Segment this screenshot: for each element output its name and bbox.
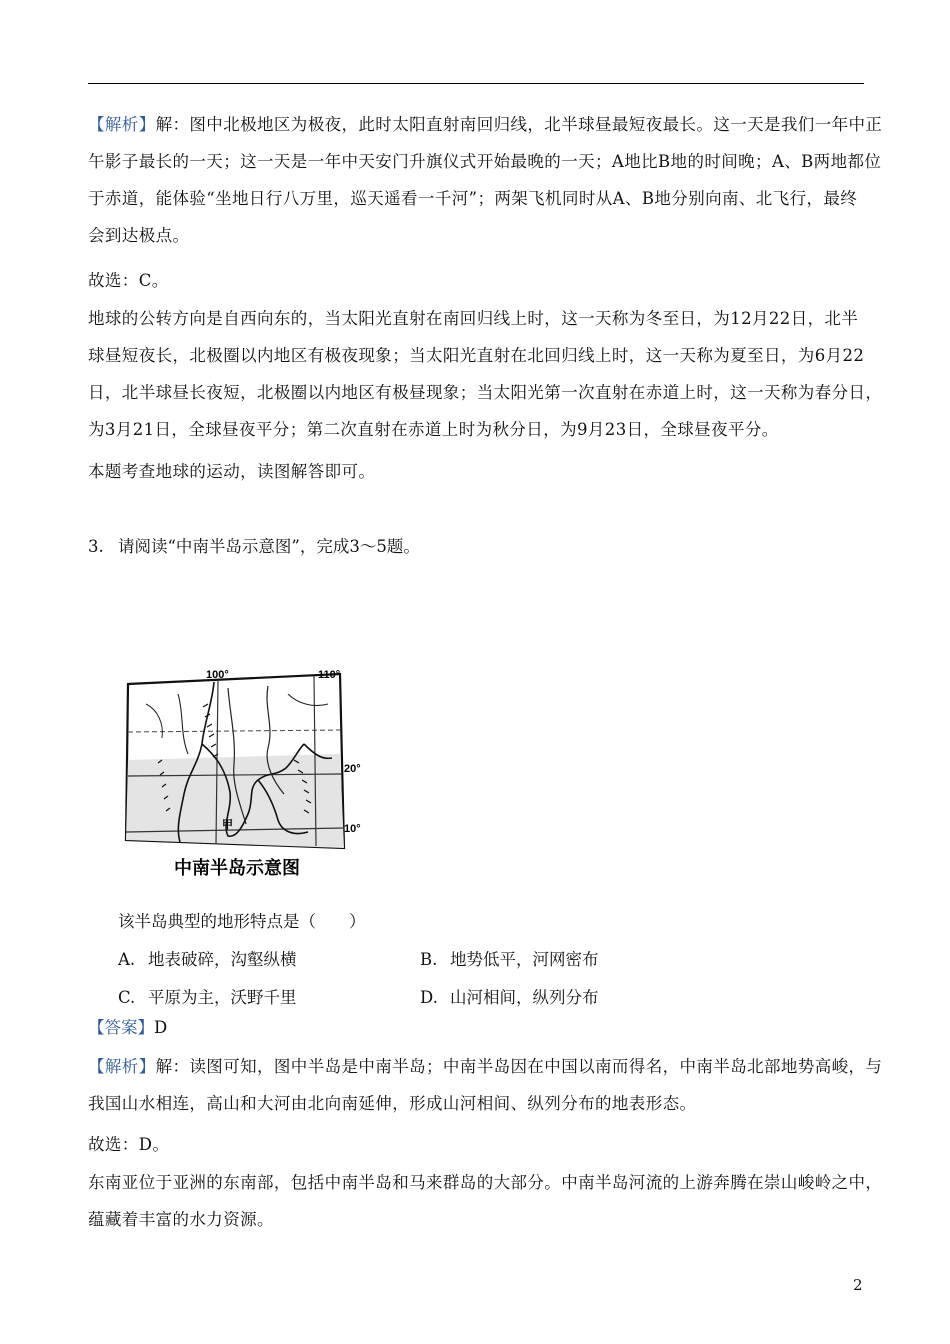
option-letter: A. bbox=[118, 950, 136, 969]
text-line: 地球的公转方向是自西向东的，当太阳光直射在南回归线上时，这一天称为冬至日，为12月22日，北半 bbox=[88, 309, 859, 328]
option-letter: C. bbox=[118, 988, 136, 1007]
option-text: 山河相间，纵列分布 bbox=[450, 988, 599, 1007]
option-b[interactable] bbox=[420, 948, 599, 972]
page-number: 2 bbox=[853, 1276, 863, 1294]
summary-line-1: 本题考查地球的运动，读图解答即可。 bbox=[88, 462, 376, 481]
text-line: 会到达极点。 bbox=[88, 226, 190, 245]
latitude-label-10: 10° bbox=[344, 823, 361, 835]
option-text: 地表破碎，沟壑纵横 bbox=[148, 950, 297, 969]
text-line: 为3月21日，全球昼夜平分；第二次直射在赤道上时为秋分日，为9月23日，全球昼夜平分。 bbox=[88, 420, 779, 439]
map-marker-jia: 甲 bbox=[222, 818, 233, 831]
text-line: 日，北半球昼长夜短，北极圈以内地区有极昼现象；当太阳光第一次直射在赤道上时，这一天称为春分日， bbox=[88, 383, 883, 402]
choice-line-1: 故选：C。 bbox=[88, 271, 169, 290]
text-line: 蕴藏着丰富的水力资源。 bbox=[88, 1210, 274, 1229]
option-a[interactable] bbox=[118, 948, 297, 972]
option-letter: D. bbox=[420, 988, 438, 1007]
analysis-tag: 【解析】 bbox=[88, 1057, 156, 1076]
indochina-map-figure bbox=[118, 664, 376, 900]
explanation-paragraph-2 bbox=[88, 1164, 883, 1238]
option-c[interactable] bbox=[118, 986, 297, 1010]
explanation-paragraph-1 bbox=[88, 300, 883, 448]
option-letter: B. bbox=[420, 950, 438, 969]
question-stem: 该半岛典型的地形特点是（ ） bbox=[118, 912, 366, 931]
question-number: 3. bbox=[88, 537, 104, 556]
text-line: 【解析】解：读图可知，图中半岛是中南半岛；中南半岛因在中国以南而得名，中南半岛北部地势高峻，与 bbox=[88, 1057, 883, 1076]
text-line: 球昼短夜长，北极圈以内地区有极夜现象；当太阳光直射在北回归线上时，这一天称为夏至日，为6月22 bbox=[88, 346, 865, 365]
longitude-label-110: 110° bbox=[318, 669, 341, 681]
option-d[interactable] bbox=[420, 986, 599, 1010]
answer-line bbox=[88, 1016, 167, 1040]
option-text: 地势低平，河网密布 bbox=[450, 950, 599, 969]
longitude-label-100: 100° bbox=[206, 669, 229, 681]
text-line: 【解析】解：图中北极地区为极夜，此时太阳直射南回归线，北半球昼最短夜最长。这一天是我们一年中正 bbox=[88, 115, 883, 134]
choice-line-2: 故选：D。 bbox=[88, 1135, 170, 1154]
answer-tag: 【答案】 bbox=[88, 1018, 154, 1037]
text-line: 午影子最长的一天；这一天是一年中天安门升旗仪式开始最晚的一天；A地比B地的时间晚；A、B两地都位 bbox=[88, 152, 882, 171]
answer-value: D bbox=[154, 1018, 168, 1037]
question-text: 请阅读“中南半岛示意图”，完成3～5题。 bbox=[118, 537, 420, 556]
header-rule bbox=[88, 83, 864, 84]
analysis-paragraph-2 bbox=[88, 1048, 883, 1122]
text-line: 于赤道，能体验“坐地日行八万里，巡天遥看一千河”；两架飞机同时从A、B地分别向南、北飞行，最终 bbox=[88, 189, 858, 208]
analysis-tag: 【解析】 bbox=[88, 115, 156, 134]
latitude-label-20: 20° bbox=[344, 763, 361, 775]
analysis-paragraph-1 bbox=[88, 106, 883, 254]
option-text: 平原为主，沃野千里 bbox=[148, 988, 297, 1007]
text-line: 我国山水相连，高山和大河由北向南延伸，形成山河相间、纵列分布的地表形态。 bbox=[88, 1094, 697, 1113]
text-line: 东南亚位于亚洲的东南部，包括中南半岛和马来群岛的大部分。中南半岛河流的上游奔腾在崇山峻岭之中， bbox=[88, 1173, 883, 1192]
map-caption: 中南半岛示意图 bbox=[174, 858, 300, 879]
question-3 bbox=[88, 535, 420, 559]
